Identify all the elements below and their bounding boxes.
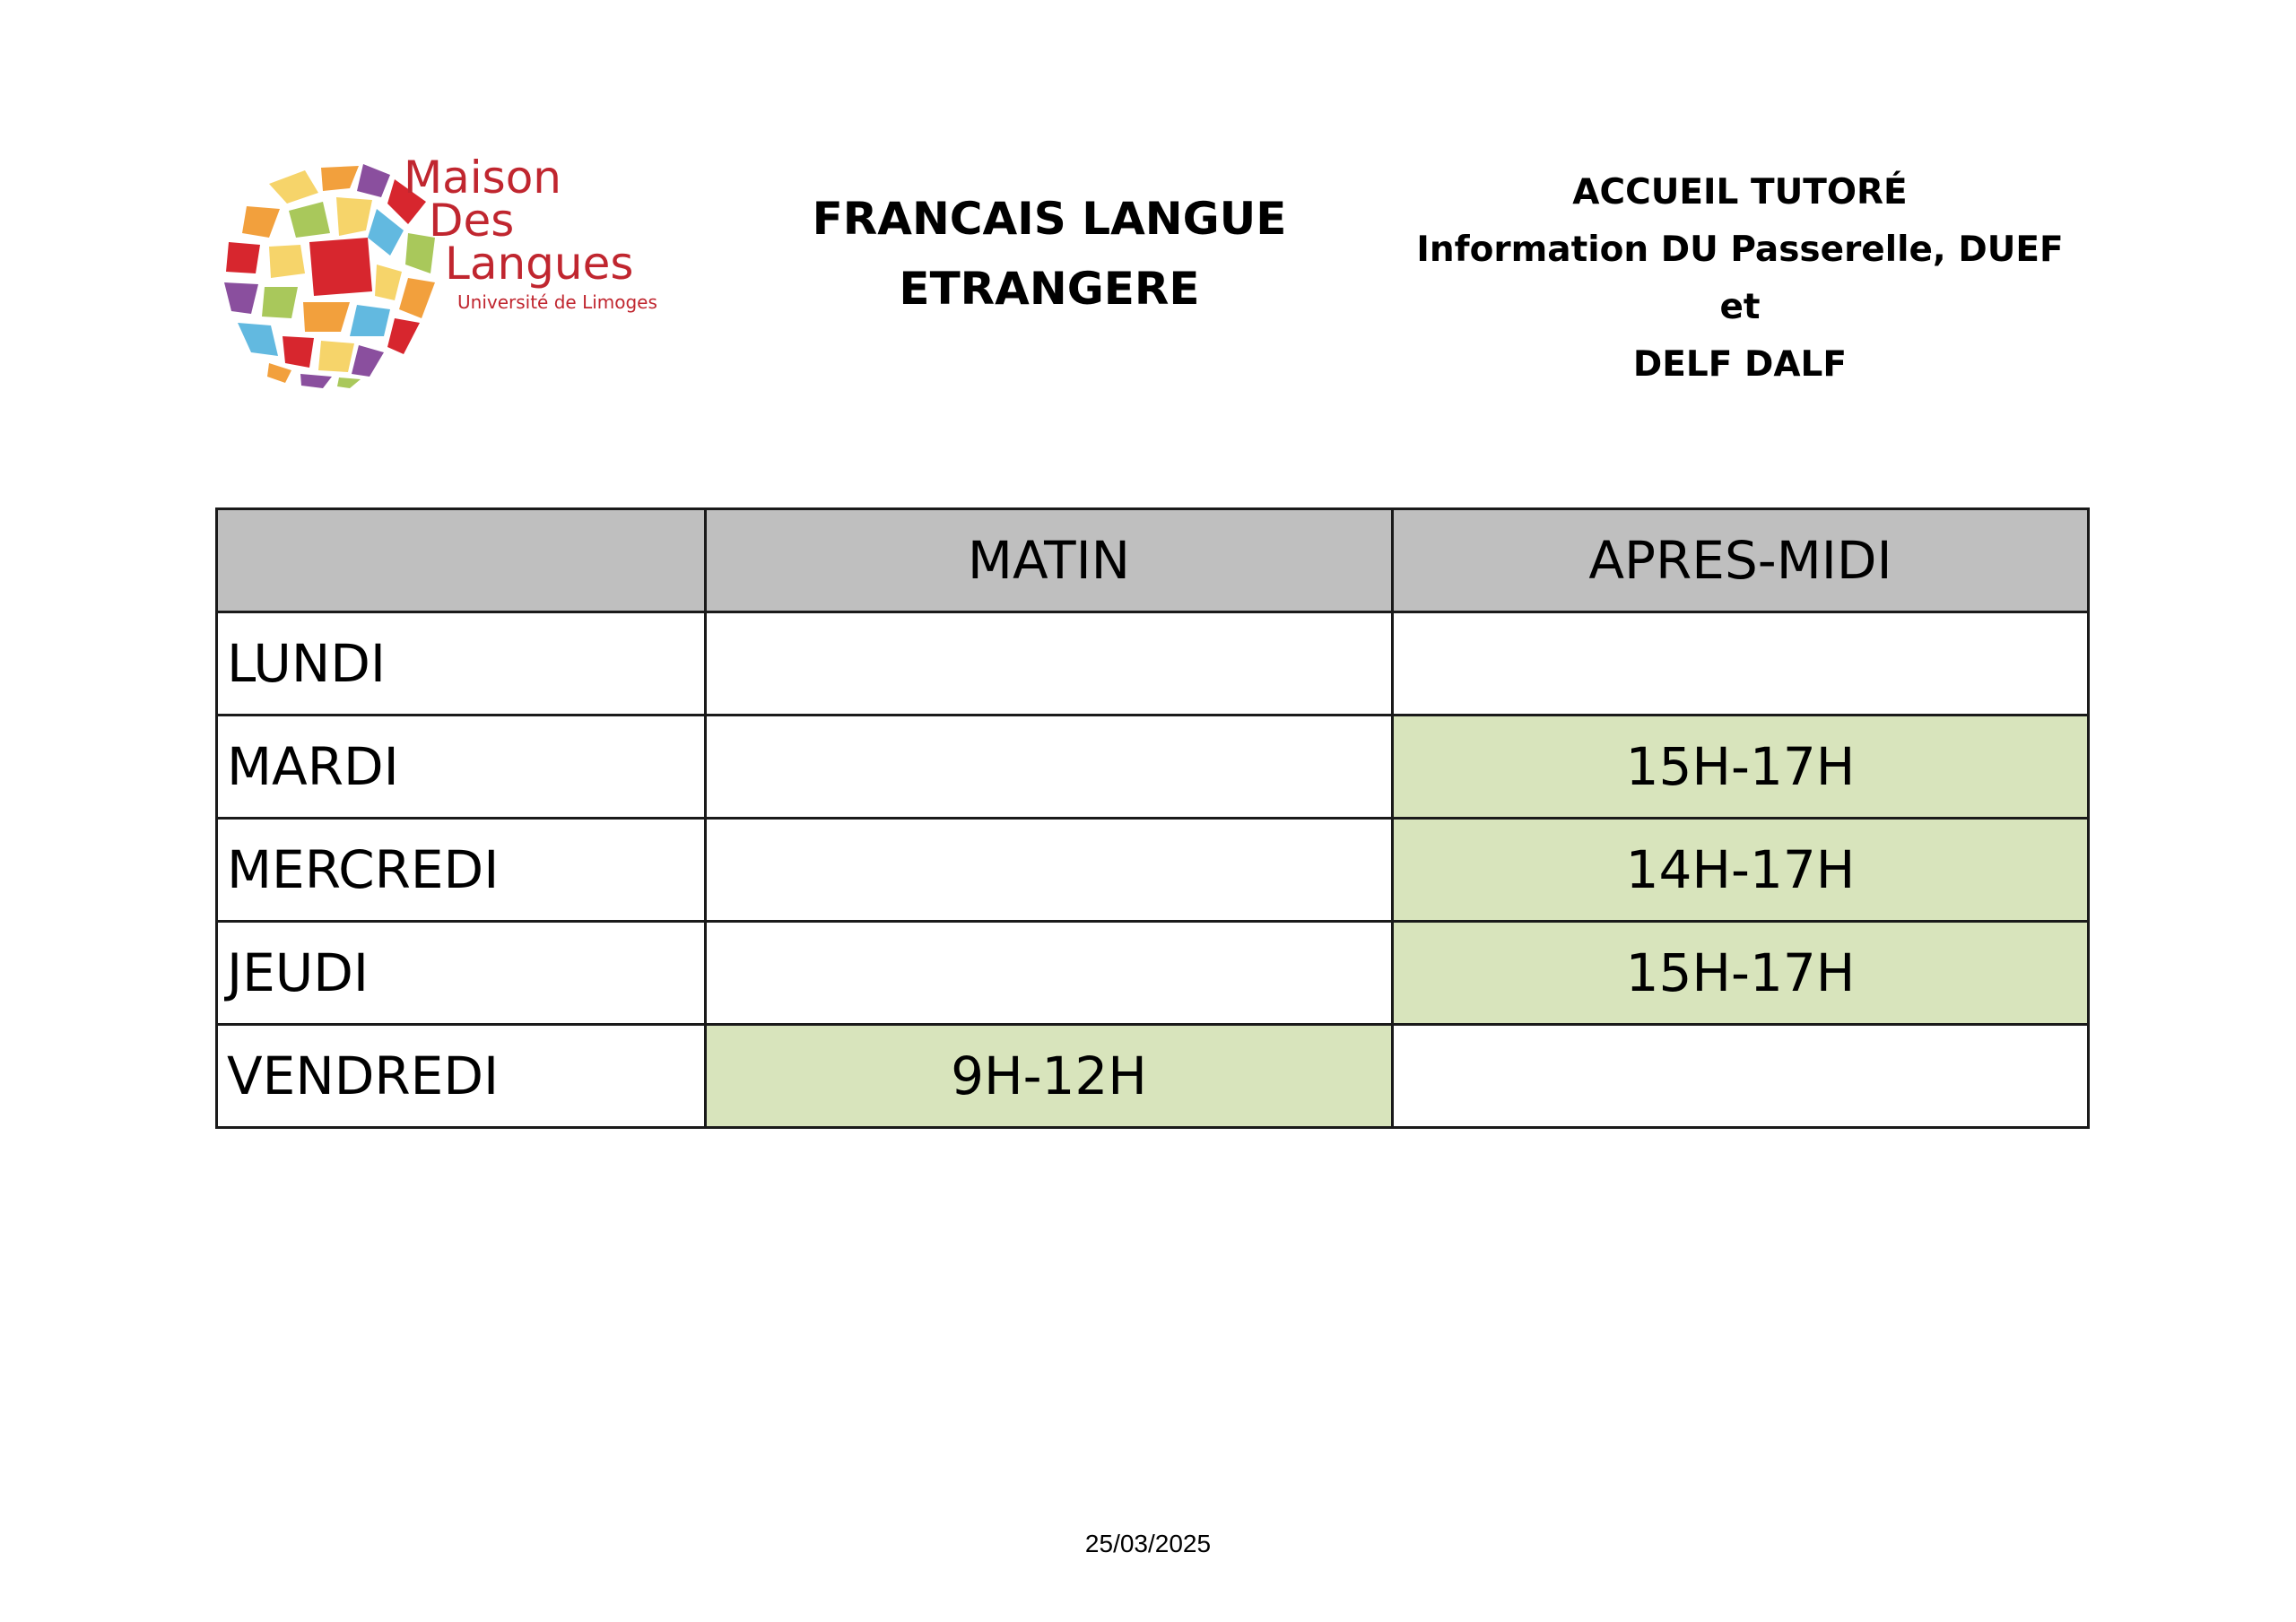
- logo-word-maison: Maison: [404, 152, 562, 204]
- day-cell: JEUDI: [217, 922, 706, 1025]
- maison-des-langues-logo: [215, 148, 682, 390]
- table-row: [217, 612, 2089, 716]
- matin-cell: [706, 922, 1393, 1025]
- matin-cell: 9H-12H: [706, 1025, 1393, 1128]
- day-cell: VENDREDI: [217, 1025, 706, 1128]
- table-row: [217, 1025, 2089, 1128]
- table-row: [217, 922, 2089, 1025]
- service-heading: [1399, 164, 2081, 394]
- day-cell: MERCREDI: [217, 819, 706, 922]
- service-heading-line-2: Information DU Passerelle, DUEF et: [1416, 230, 2064, 327]
- schedule-table: [215, 507, 2090, 1129]
- page-title-line-2: ETRANGERE: [899, 263, 1200, 315]
- matin-cell: [706, 819, 1393, 922]
- page-title-line-1: FRANCAIS LANGUE: [812, 193, 1287, 245]
- logo-word-des: Des: [429, 195, 515, 247]
- header-cell-matin: MATIN: [706, 509, 1393, 612]
- apres-midi-cell: 15H-17H: [1393, 716, 2089, 819]
- footer-date: 25/03/2025: [1084, 1530, 1212, 1557]
- matin-cell: [706, 716, 1393, 819]
- apres-midi-cell: 14H-17H: [1393, 819, 2089, 922]
- header-cell-day: [217, 509, 706, 612]
- apres-midi-cell: 15H-17H: [1393, 922, 2089, 1025]
- day-cell: MARDI: [217, 716, 706, 819]
- logo-word-langues: Langues: [445, 238, 634, 290]
- service-heading-line-1: ACCUEIL TUTORÉ: [1572, 172, 1908, 213]
- header-cell-apres-midi: APRES-MIDI: [1393, 509, 2089, 612]
- page-title: [789, 184, 1309, 324]
- apres-midi-cell: [1393, 1025, 2089, 1128]
- apres-midi-cell: [1393, 612, 2089, 716]
- matin-cell: [706, 612, 1393, 716]
- table-row: [217, 716, 2089, 819]
- table-row: [217, 819, 2089, 922]
- logo-subtitle: Université de Limoges: [457, 291, 657, 313]
- schedule-header-row: [217, 509, 2089, 612]
- day-cell: LUNDI: [217, 612, 706, 716]
- service-heading-line-3: DELF DALF: [1632, 344, 1848, 385]
